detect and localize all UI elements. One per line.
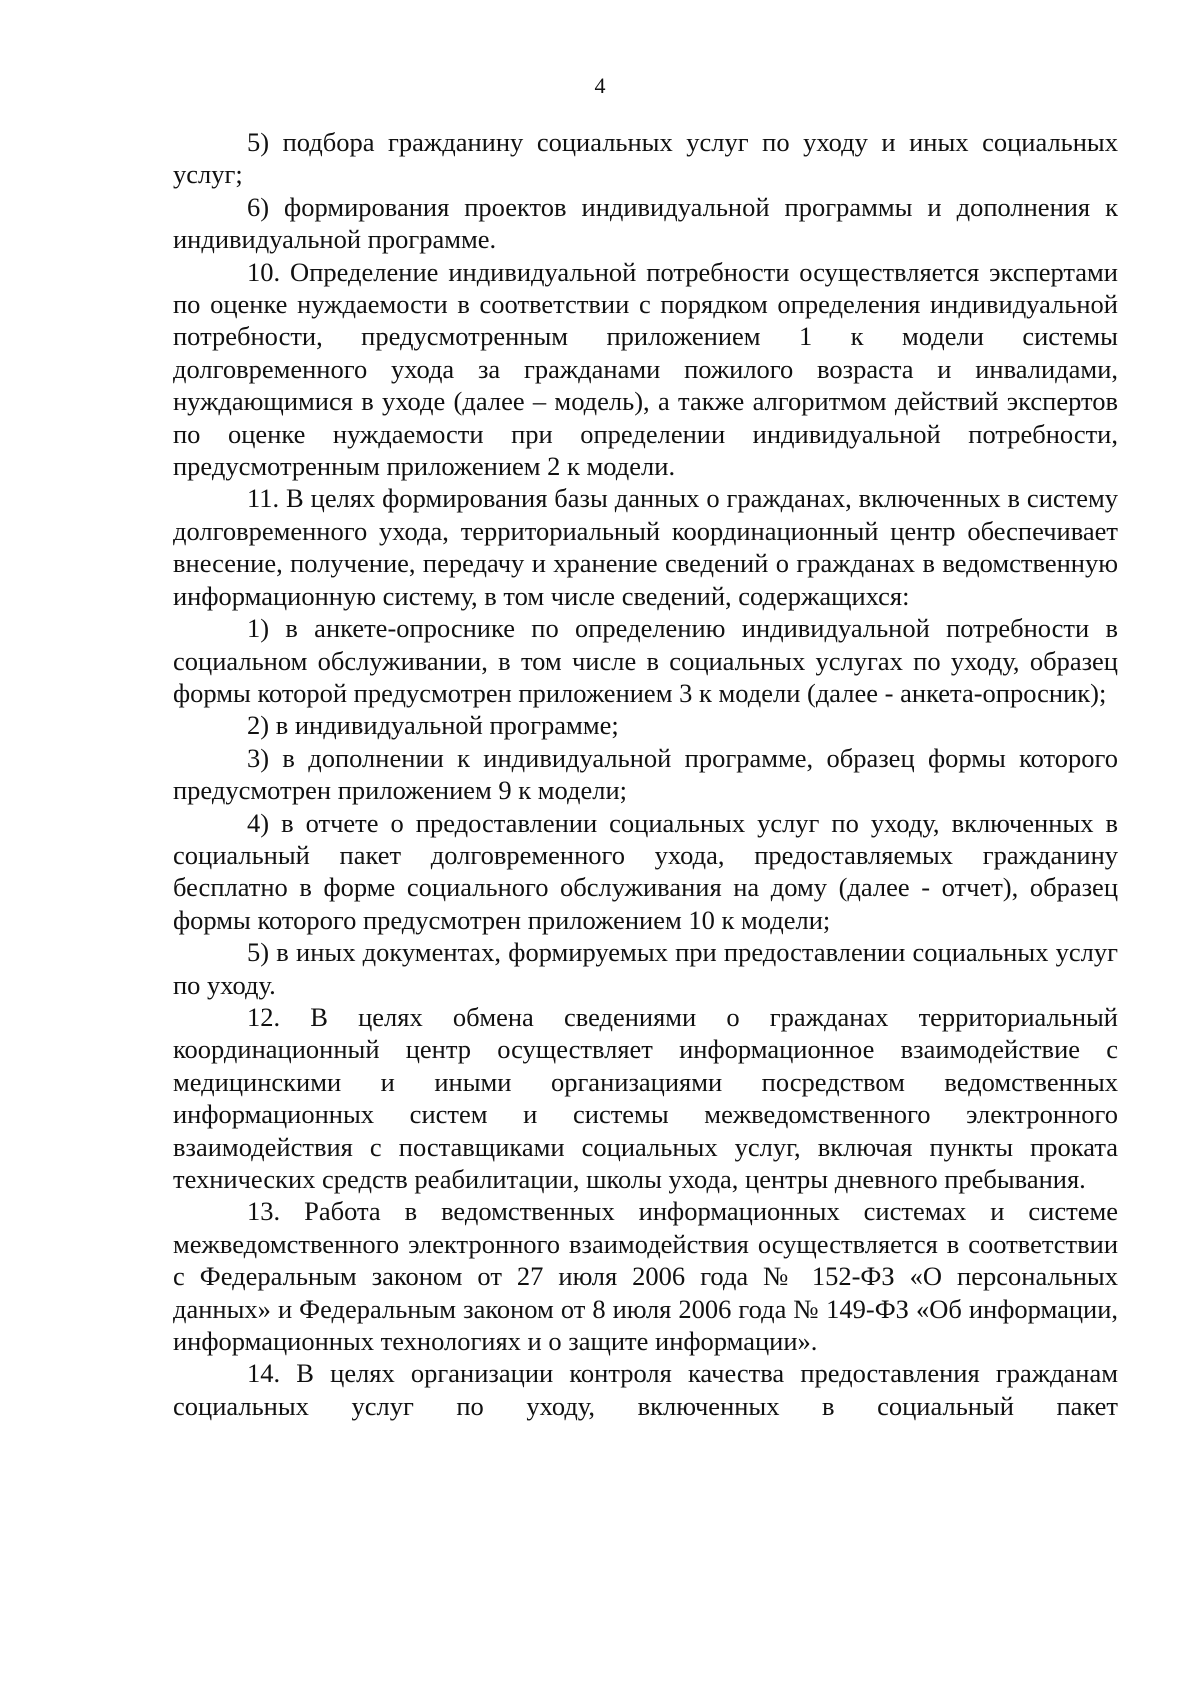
paragraph-clause-10: 10. Определение индивидуальной потребности осуществляется экспертами по оценке нуждаемости в соответствии с порядком определения индивидуальной потребности, предусмотренным приложением 1 к модели системы долговременного ухода за гражданами пожилого возраста и инвалидами, нуждающимися в уходе (далее – модель), а также алгоритмом действий экспертов по оценке нуждаемости при определении индивидуальной потребности, предусмотренным приложением 2 к модели. — [173, 256, 1118, 482]
paragraph-subitem-5: 5) в иных документах, формируемых при предоставлении социальных услуг по уходу. — [173, 937, 1118, 1000]
page-number: 4 — [594, 73, 606, 98]
paragraph-subitem-3: 3) в дополнении к индивидуальной программе, образец формы которого предусмотрен приложением 9 к модели; — [173, 742, 1118, 806]
paragraph-subitem-4: 4) в отчете о предоставлении социальных услуг по уходу, включенных в социальный пакет долговременного ухода, предоставляемых гражданину бесплатно в форме социального обслуживания на дому (далее - отчет), образец формы которого предусмотрен приложением 10 к модели; — [173, 807, 1118, 935]
paragraph-item-6: 6) формирования проектов индивидуальной программы и дополнения к индивидуальной программе. — [173, 191, 1118, 255]
document-body — [173, 126, 1118, 1422]
paragraph-item-5: 5) подбора гражданину социальных услуг по уходу и иных социальных услуг; — [173, 127, 1118, 190]
paragraph-clause-11: 11. В целях формирования базы данных о гражданах, включенных в систему долговременного ухода, территориальный координационный центр обеспечивает внесение, получение, передачу и хранение сведений о гражданах в ведомственную информационную систему, в том числе сведений, содержащихся: — [173, 483, 1118, 611]
paragraph-subitem-2: 2) в индивидуальной программе; — [247, 710, 619, 741]
paragraph-clause-14: 14. В целях организации контроля качества предоставления гражданам социальных услуг по уходу, включенных в социальный пакет — [173, 1358, 1118, 1421]
paragraph-subitem-1: 1) в анкете-опроснике по определению индивидуальной потребности в социальном обслуживании, в том числе в социальных услугах по уходу, образец формы которой предусмотрен приложением 3 к модели (далее - анкета-опросник); — [173, 613, 1118, 708]
paragraph-clause-13: 13. Работа в ведомственных информационных системах и системе межведомственного электронного взаимодействия осуществляется в соответствии с Федеральным законом от 27 июля 2006 года № 152-ФЗ «О персональных данных» и Федеральным законом от 8 июля 2006 года № 149-ФЗ «Об информации, информационных технологиях и о защите информации». — [173, 1196, 1118, 1357]
paragraph-clause-12: 12. В целях обмена сведениями о гражданах территориальный координационный центр осуществляет информационное взаимодействие с медицинскими и иными организациями посредством ведомственных информационных систем и системы межведомственного электронного взаимодействия с поставщиками социальных услуг, включая пункты проката технических средств реабилитации, школы ухода, центры дневного пребывания. — [173, 1001, 1118, 1194]
